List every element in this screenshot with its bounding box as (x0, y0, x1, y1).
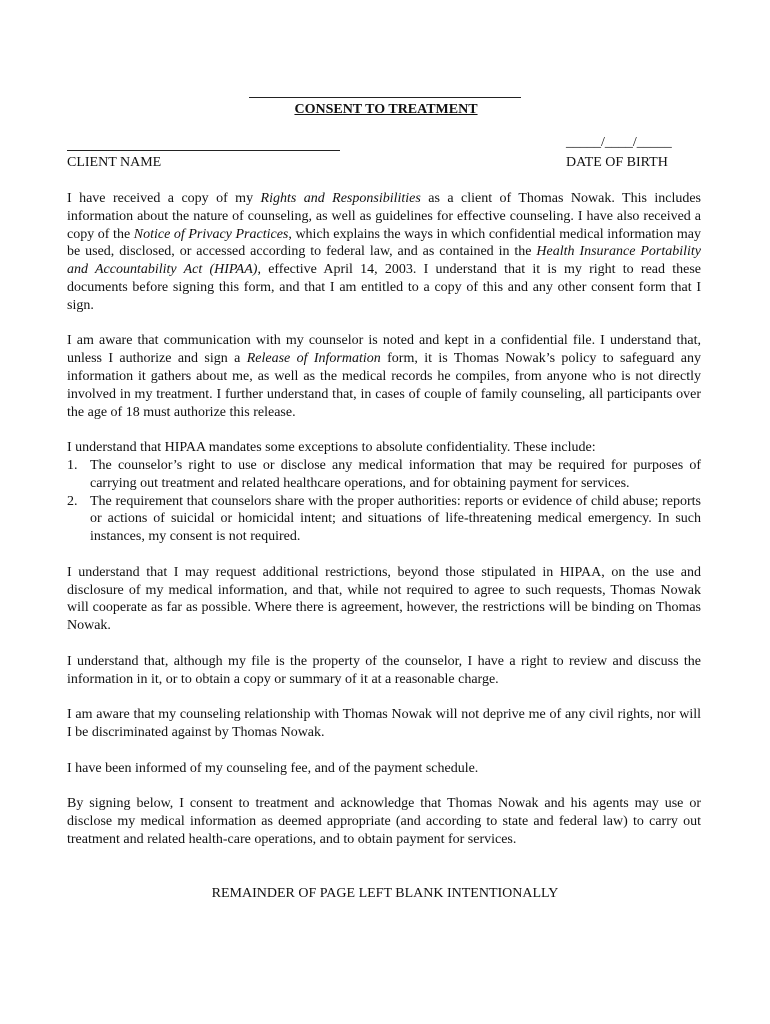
list-item (67, 457, 701, 493)
hipaa-exceptions-list (67, 457, 701, 546)
text-run: as a client of Thomas Nowak. This includes information about the nature of counseling, as well as guidelines for effective counseling. I have also received a copy of the (67, 191, 701, 242)
text-run: I am aware that communication with my counselor is noted and kept in a confidential file. I understand that, unless I authorize and sign a (67, 333, 701, 367)
title-signature-line (249, 97, 521, 98)
paragraph-documents-received (67, 190, 701, 315)
date-of-birth-blanks[interactable]: _____/____/_____ (566, 135, 672, 150)
paragraph-hipaa-exceptions-intro: I understand that HIPAA mandates some exceptions to absolute confidentiality. These include: (67, 440, 596, 456)
consent-body (67, 190, 701, 866)
paragraph-file-review: I understand that, although my file is the property of the counselor, I have a right to review and discuss the information in it, or to obtain a copy or summary of it at a reasonable charge. (67, 653, 701, 687)
text-run: I have received a copy of my (67, 191, 261, 206)
document-title: CONSENT TO TREATMENT (294, 102, 478, 117)
paragraph-fee-informed: I have been informed of my counseling fee, and of the payment schedule. (67, 760, 479, 776)
italic-rights-responsibilities: Rights and Responsibilities (260, 191, 421, 206)
client-name-line[interactable] (67, 150, 340, 151)
text-run: , effective April 14, 2003. I understand that it is my right to read these documents before signing this form, and that I am entitled to a copy of this and any other consent form that I sign. (67, 262, 701, 313)
italic-release-of-information: Release of Information (246, 351, 381, 367)
list-item-text: The requirement that counselors share with the proper authorities: reports or evidence of child abuse; reports or actions of suicidal or homicidal intent; and situations of life-threatening medical emergency. In such instances, my consent is not required. (90, 493, 701, 545)
remainder-blank-note: REMAINDER OF PAGE LEFT BLANK INTENTIONALLY (211, 886, 559, 901)
paragraph-signing-consent: By signing below, I consent to treatment and acknowledge that Thomas Nowak and his agents may use or disclose my medical information as deemed appropriate (and according to state and federal law) to carry out treatment and related health-care operations, and to obtain payment for services. (67, 796, 701, 847)
client-name-label: CLIENT NAME (67, 155, 162, 170)
list-item-number: 1. (67, 457, 78, 473)
date-of-birth-label: DATE OF BIRTH (566, 155, 668, 170)
italic-notice-privacy-practices: Notice of Privacy Practices (133, 226, 289, 242)
list-item (67, 493, 701, 546)
text-run: form, it is Thomas Nowak’s policy to safeguard any information it gathers about me, as well as the medical records he compiles, from anyone who is not directly involved in my treatment. I further understand that, in cases of couple of family counseling, all participants over the age of 18 must authorize this release. (67, 351, 701, 420)
paragraph-civil-rights: I am aware that my counseling relationship with Thomas Nowak will not deprive me of any civil rights, nor will I be discriminated against by Thomas Nowak. (67, 707, 701, 740)
list-item-text: The counselor’s right to use or disclose any medical information that may be required for purposes of carrying out treatment and related healthcare operations, and for obtaining payment for services. (90, 457, 701, 491)
list-item-number: 2. (67, 493, 78, 509)
italic-hipaa-act: Health Insurance Portability and Accountability Act (HIPAA) (67, 244, 701, 278)
paragraph-confidential-file (67, 332, 701, 421)
text-run: , which explains the ways in which confidential medical information may be used, disclosed, or accessed according to federal law, and as contained in the (67, 226, 701, 260)
paragraph-additional-restrictions: I understand that I may request additional restrictions, beyond those stipulated in HIPAA, on the use and disclosure of my medical information, and that, while not required to agree to such requests, Thomas Nowak will cooperate as far as possible. Where there is agreement, however, the restrictions will be binding on Thomas Nowak. (67, 564, 701, 634)
